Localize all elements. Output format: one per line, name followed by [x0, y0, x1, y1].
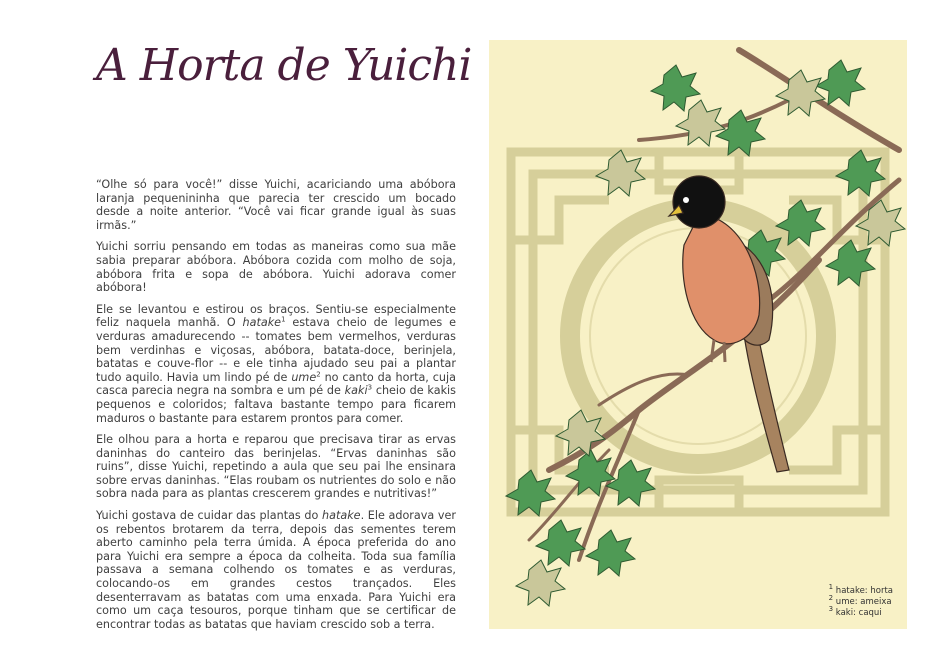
- bird-eye: [683, 197, 689, 203]
- story-text: [96, 178, 456, 639]
- bird-head: [673, 176, 725, 228]
- paragraph-5: Yuichi gostava de cuidar das plantas do hatake. Ele adorava ver os rebentos brotarem da terra, depois das sementes terem aberto caminho pela terra úmida. A época preferida do ano para Yuichi era sempre a época da colheita. Toda sua família passava a semana colhendo os tomates e as verduras, colocando-os em grandes cestos trançados. Eles desenterravam as batatas com uma enxada. Para Yuichi era como um caça tesouros, porque tinham que se certificar de encontrar todas as batatas que haviam crescido sob a terra.: [96, 509, 456, 631]
- page-title: [92, 28, 472, 98]
- paragraph-3: Ele se levantou e estirou os braços. Sentiu-se especialmente feliz naquela manhã. O hatake$^1$ estava cheio de legumes e verduras amadurecendo -- tomates bem vermelhos, verduras bem verdinhas e viçosas, abóbora, batata-doce, berinjela, batatas e couve-flor -- e ele tinha ajudado seu pai a plantar tudo aquilo. Havia um lindo pé de ume$^2$ no canto da horta, cuja casca parecia negra na sombra e um pé de kaki$^3$ cheio de kakis pequenos e coloridos; faltava bastante tempo para ficarem maduros o bastante para estarem prontos para comer.: [96, 302, 456, 425]
- paragraph-1: “Olhe só para você!” disse Yuichi, acariciando uma abóbora laranja pequenininha que parecia ter crescido um bocado desde a noite anterior. “Você vai ficar grande igual às suas irmãs.”: [96, 178, 456, 232]
- title-text: A Horta de Yuichi: [96, 40, 472, 91]
- illustration-svg: [489, 40, 907, 629]
- paragraph-2: Yuichi sorriu pensando em todas as maneiras como sua mãe sabia preparar abóbora. Abóbora cozida com molho de soja, abóbora frita e sopa de abóbora. Yuichi adorava comer abóbora!: [96, 240, 456, 295]
- bird-illustration: [489, 40, 907, 629]
- paragraph-4: Ele olhou para a horta e reparou que precisava tirar as ervas daninhas do canteiro das berinjelas. “Ervas daninhas são ruins”, disse Yuichi, repetindo a aula que seu pai lhe ensinara sobre ervas daninhas. “Elas roubam os nutrientes do solo e não sobra nada para as plantas crescerem grandes e nutritivas!”: [96, 433, 456, 501]
- footnote-1: $^1$ hatake: horta: [828, 583, 893, 596]
- footnote-2: $^2$ ume: ameixa: [828, 594, 892, 607]
- footnotes: [828, 583, 893, 619]
- footnote-3: $^3$ kaki: caqui: [828, 605, 882, 618]
